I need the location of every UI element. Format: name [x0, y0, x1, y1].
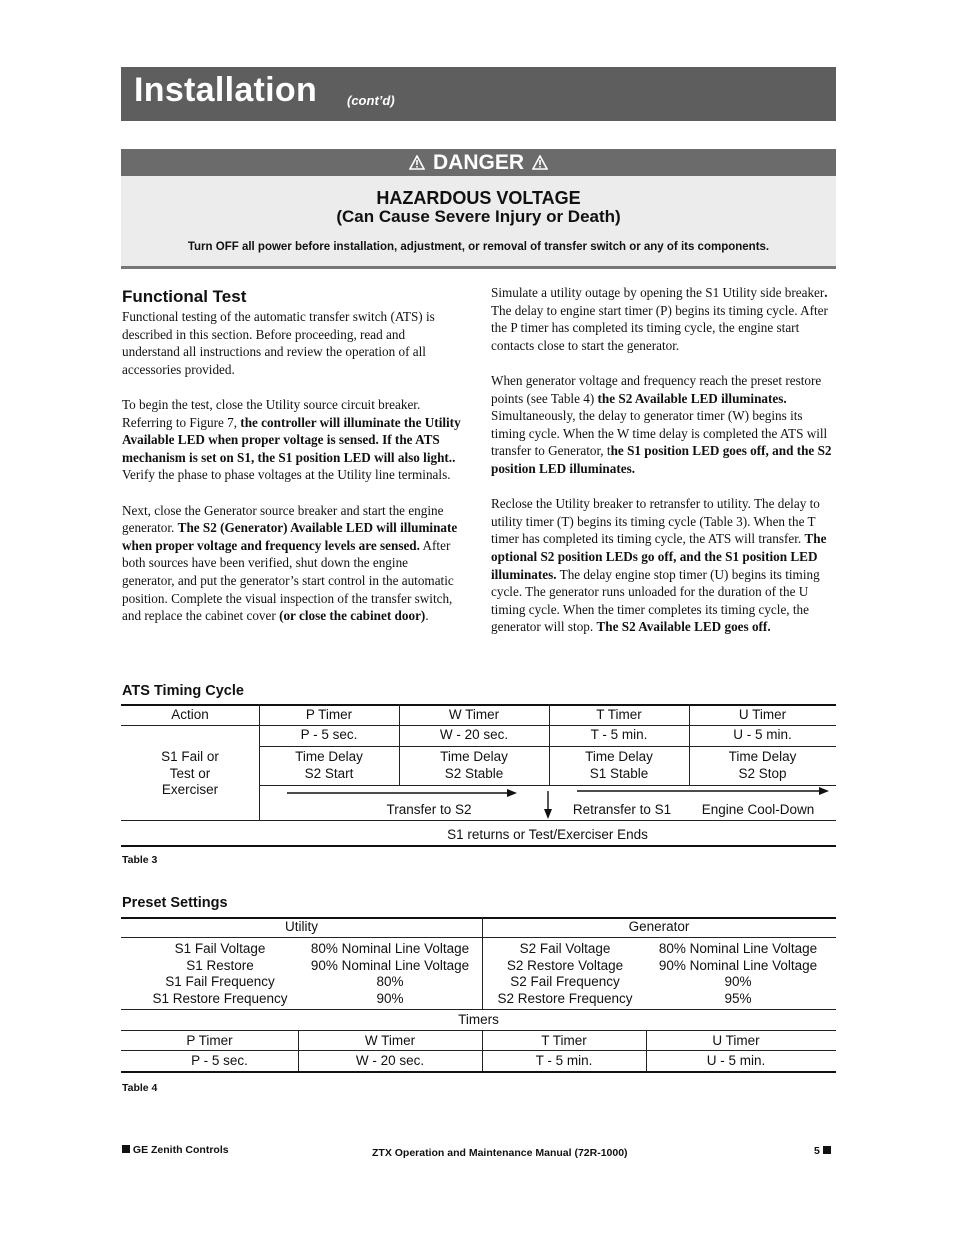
warning-icon: [409, 155, 425, 170]
table-cell: W - 20 sec.: [355, 1053, 425, 1068]
paragraph: To begin the test, close the Utility source circuit breaker. Referring to Figure 7, the controller will illuminate the Utility Available LED when proper voltage is sensed. If the ATS mechanism is set on S1, the S1 position LED will also light.. Verify the phase to phase voltages at the Utility line terminals.: [122, 396, 461, 483]
table-header: U Timer: [712, 1033, 760, 1048]
utility-values: 80% Nominal Line Voltage 90% Nominal Line Voltage 80% 90%: [310, 941, 470, 1006]
table-header: P Timer: [305, 707, 353, 722]
ats-timing-table: [121, 704, 836, 849]
table-header: Action: [171, 707, 209, 722]
paragraph: Simulate a utility outage by opening the S1 Utility side breaker. The delay to engine start timer (P) begins its timing cycle. After the P timer has completed its timing cycle, the engine start contacts close to start the generator.: [491, 285, 828, 353]
generator-values: 80% Nominal Line Voltage 90% Nominal Line Voltage 90% 95%: [658, 941, 818, 1006]
table-cell: Time Delay S1 Stable: [585, 749, 653, 781]
preset-settings-table: [121, 917, 836, 1075]
generator-header: Generator: [628, 919, 690, 934]
table-header: T Timer: [596, 707, 642, 722]
table-cell: Time Delay S2 Stop: [728, 749, 797, 781]
table-caption: Table 4: [122, 1082, 158, 1094]
danger-bar: [121, 149, 836, 176]
footer-left: GE Zenith Controls: [122, 1144, 229, 1156]
table-header: W Timer: [364, 1033, 416, 1048]
table-cell: P - 5 sec.: [300, 727, 358, 742]
table-header: W Timer: [448, 707, 500, 722]
danger-notice: [121, 149, 836, 269]
table-cell: P - 5 sec.: [191, 1053, 248, 1068]
square-bullet-icon: [122, 1145, 130, 1153]
page-number: 5: [814, 1145, 820, 1157]
table-caption: Table 3: [122, 854, 158, 866]
paragraph: Functional testing of the automatic transfer switch (ATS) is described in this section. Before proceeding, read and understand all instructions and review the operation of all accessories provided.: [122, 309, 435, 377]
danger-label: DANGER: [432, 150, 524, 174]
returns-label: S1 returns or Test/Exerciser Ends: [447, 827, 648, 842]
transfer-label: Transfer to S2: [386, 802, 472, 817]
action-cell: S1 Fail or Test or Exerciser: [161, 749, 219, 797]
retransfer-label: Retransfer to S1: [572, 802, 672, 817]
hazard-subtitle: (Can Cause Severe Injury or Death): [336, 207, 621, 226]
right-column: [491, 284, 836, 653]
hazard-text: Turn OFF all power before installation, adjustment, or removal of transfer switch or any of its components.: [187, 241, 770, 253]
page-subtitle: (cont’d): [347, 93, 395, 108]
paragraph: Next, close the Generator source breaker and start the engine generator. The S2 (Generator) Available LED will illuminate when proper voltage and frequency levels are sensed. After both sources have been verified, shut down the engine generator, and put the generator’s start control in the automatic position. Complete the visual inspection of the transfer switch, and replace the cabinet cover (or close the cabinet door).: [122, 502, 458, 624]
table-header: U Timer: [738, 707, 787, 722]
table-cell: Time Delay S2 Start: [295, 749, 363, 781]
timers-header: Timers: [458, 1012, 499, 1027]
hazard-title: HAZARDOUS VOLTAGE: [376, 188, 581, 208]
section-heading: Functional Test: [122, 287, 247, 306]
table-cell: T - 5 min.: [590, 727, 648, 742]
table3-heading: ATS Timing Cycle: [122, 683, 244, 699]
table-cell: Time Delay S2 Stable: [440, 749, 508, 781]
table-header: P Timer: [186, 1033, 233, 1048]
table-cell: T - 5 min.: [535, 1053, 593, 1068]
warning-icon: [532, 155, 548, 170]
footer-center: ZTX Operation and Maintenance Manual (72R-1000): [372, 1147, 628, 1159]
paragraph: Reclose the Utility breaker to retransfer to utility. The delay to utility timer (T) begins its timing cycle (Table 3). When the T timer has completed its timing cycle, the ATS will transfer. The optional S2 position LEDs go off, and the S1 position LED illuminates. The delay engine stop timer (U) begins its timing cycle. The generator runs unloaded for the duration of the U timing cycle. When the timer completes its timing cycle, the generator will stop. The S2 Available LED goes off.: [491, 496, 827, 635]
paragraph: When generator voltage and frequency reach the preset restore points (see Table 4) the S2 Available LED illuminates. Simultaneously, the delay to generator timer (W) begins its timing cycle. When the W time delay is completed the ATS will transfer to Generator, the S1 position LED goes off, and the S2 position LED illuminates.: [491, 372, 832, 476]
square-bullet-icon: [823, 1146, 831, 1154]
page-title: Installation: [134, 71, 318, 109]
footer-page: [814, 1145, 831, 1157]
table-cell: W - 20 sec.: [439, 727, 509, 742]
table-cell: U - 5 min.: [706, 1053, 766, 1068]
cooldown-label: Engine Cool-Down: [701, 802, 815, 817]
utility-labels: S1 Fail Voltage S1 Restore S1 Fail Frequency S1 Restore Frequency: [152, 941, 288, 1006]
left-column: [122, 287, 462, 642]
generator-labels: S2 Fail Voltage S2 Restore Voltage S2 Fail Frequency S2 Restore Frequency: [497, 941, 633, 1006]
page-header: [121, 67, 836, 121]
utility-header: Utility: [285, 919, 318, 934]
table-cell: U - 5 min.: [733, 727, 792, 742]
table-header: T Timer: [541, 1033, 587, 1048]
table4-heading: Preset Settings: [122, 895, 228, 911]
